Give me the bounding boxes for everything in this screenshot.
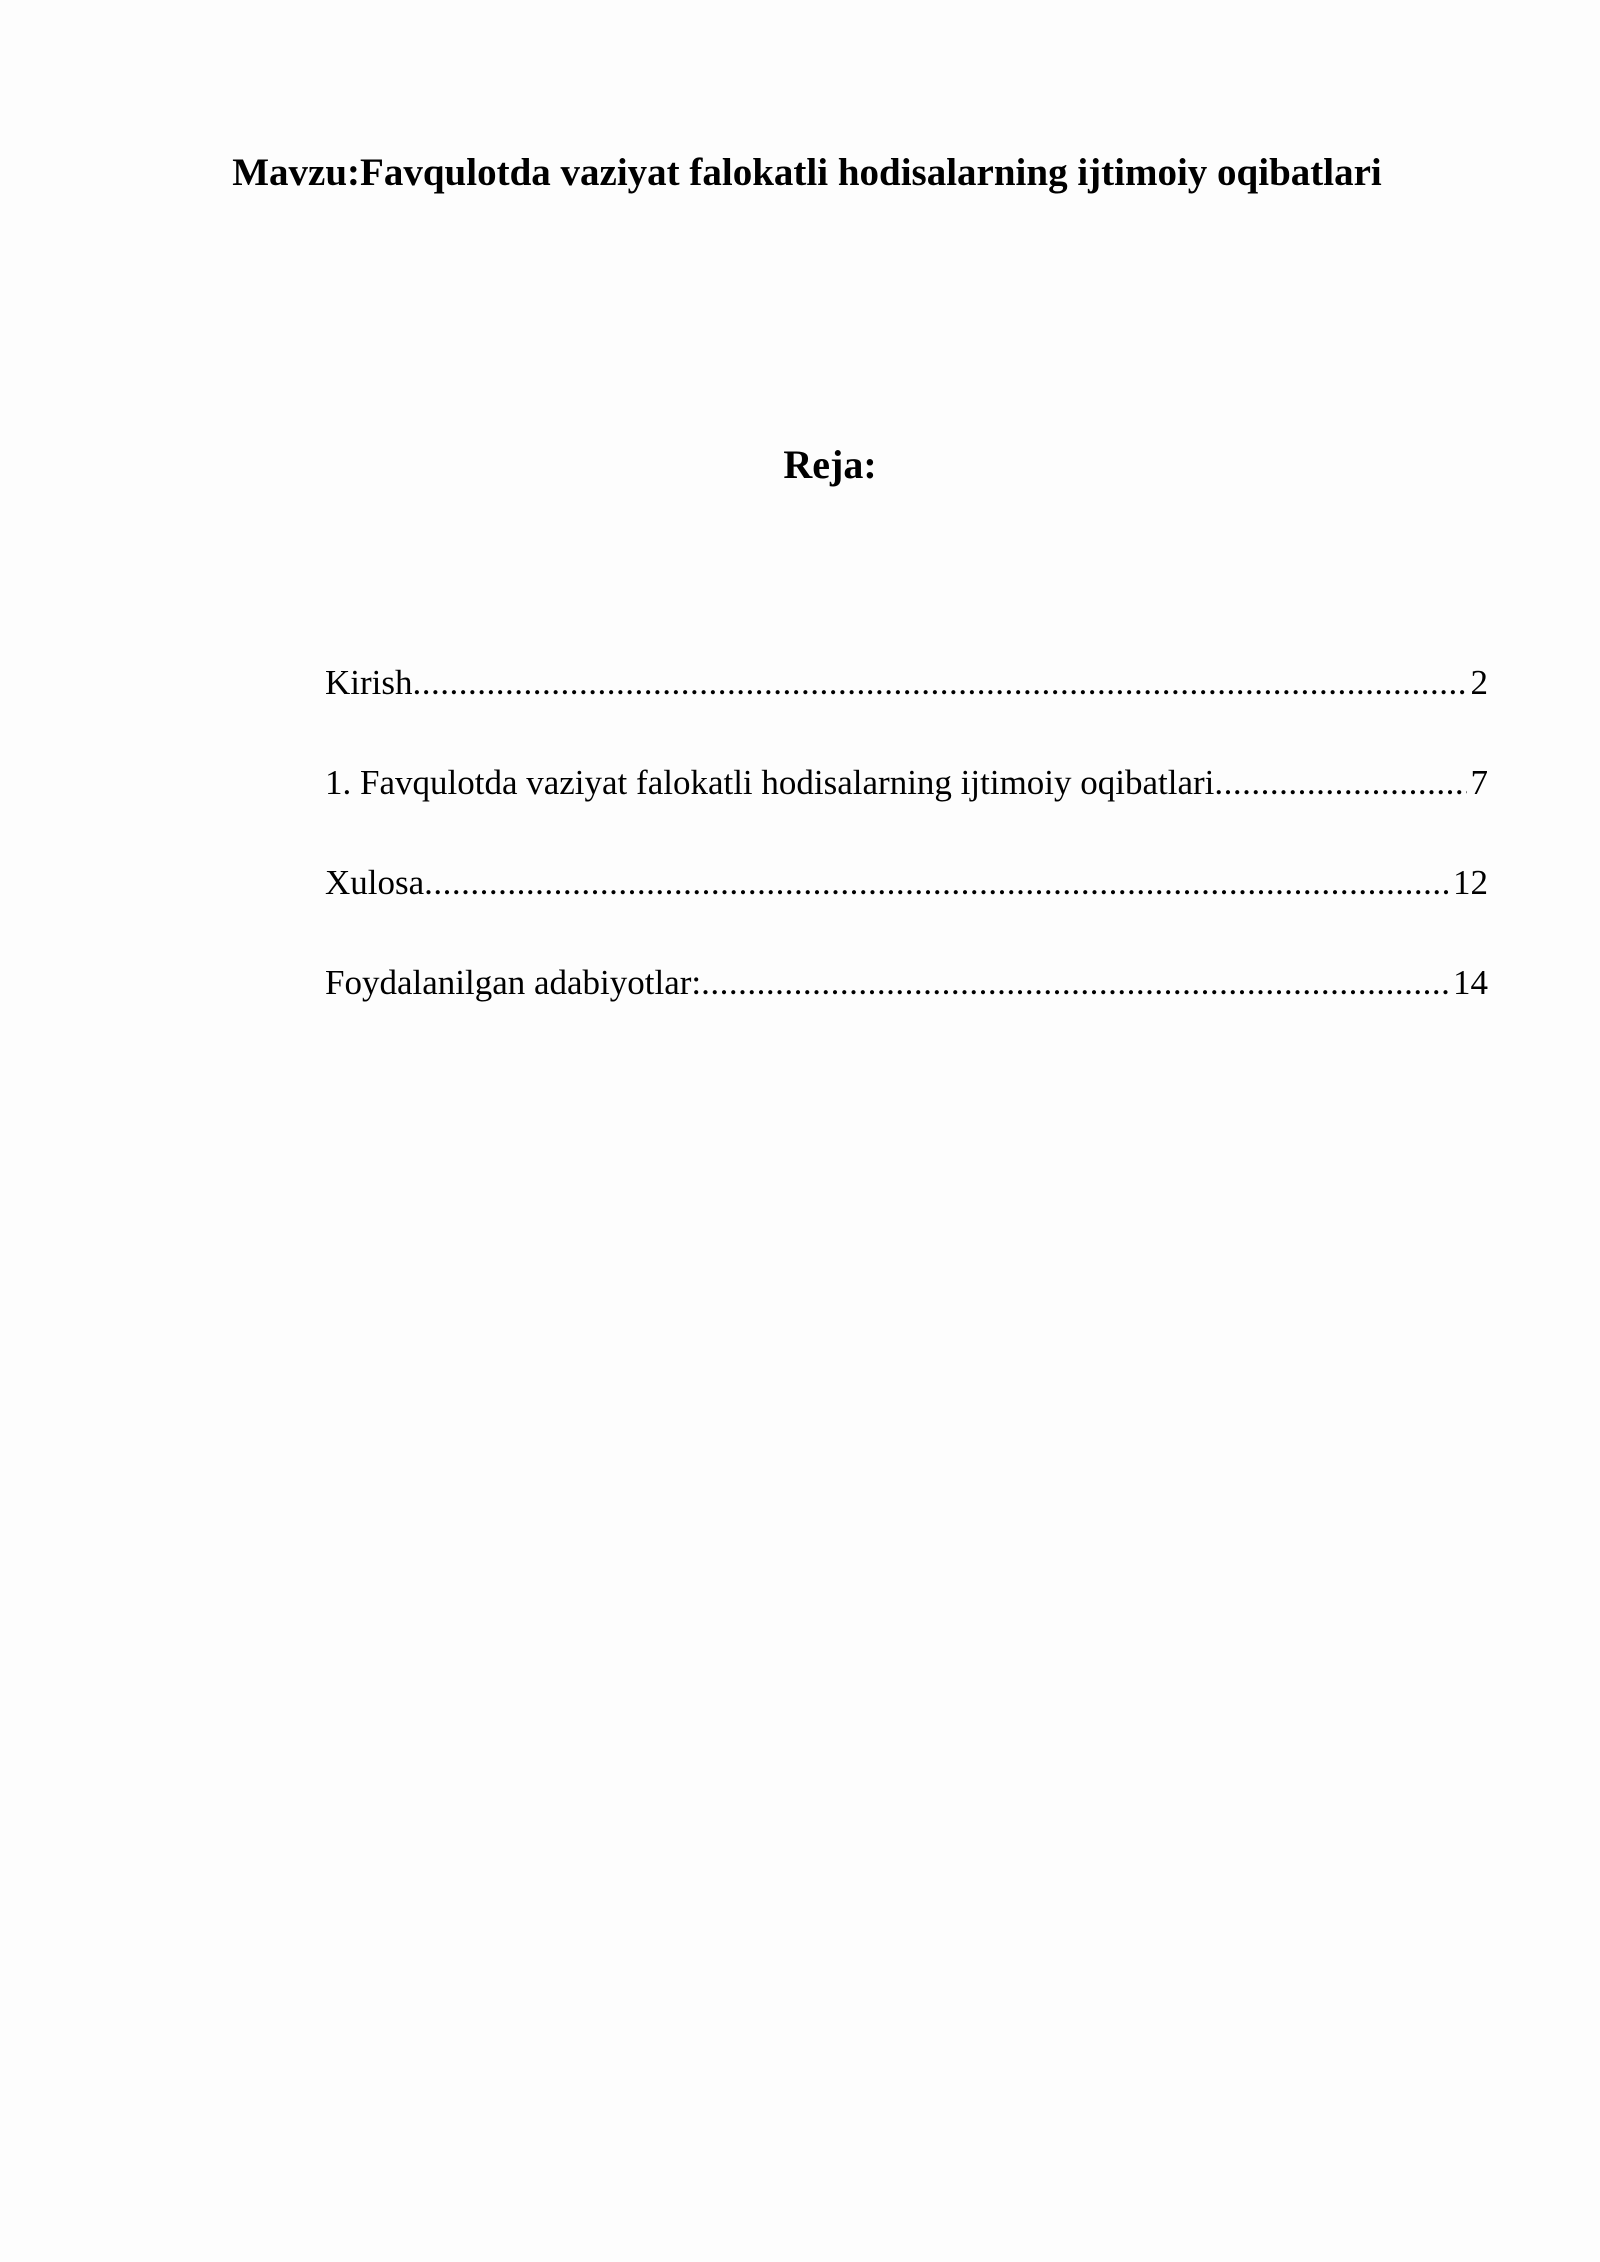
toc-page-number: 12 xyxy=(1453,863,1488,902)
toc-entry-label: Xulosa xyxy=(325,863,425,902)
toc-entry-kirish[interactable] xyxy=(325,658,1488,758)
toc-entry-references[interactable] xyxy=(325,958,1488,1058)
toc-entry-section-1[interactable] xyxy=(325,758,1488,858)
dot-leader xyxy=(1214,758,1466,808)
dot-leader xyxy=(424,858,1449,908)
toc-entry-label: 1. Favqulotda vaziyat falokatli hodisalarning ijtimoiy oqibatlari xyxy=(325,763,1215,802)
toc-entry-xulosa[interactable] xyxy=(325,858,1488,958)
toc-entry-label: Foydalanilgan adabiyotlar: xyxy=(325,963,702,1002)
toc-page-number: 14 xyxy=(1453,963,1488,1002)
dot-leader xyxy=(413,658,1467,708)
toc-page-number: 7 xyxy=(1470,763,1488,802)
toc-entry-label: Kirish xyxy=(325,663,413,702)
table-of-contents xyxy=(325,658,1488,1058)
dot-leader xyxy=(701,958,1449,1008)
toc-page-number: 2 xyxy=(1470,663,1488,702)
plan-heading: Reja: xyxy=(783,442,877,487)
document-title: Mavzu:Favqulotda vaziyat falokatli hodisalarning ijtimoiy oqibatlari xyxy=(232,151,1382,194)
